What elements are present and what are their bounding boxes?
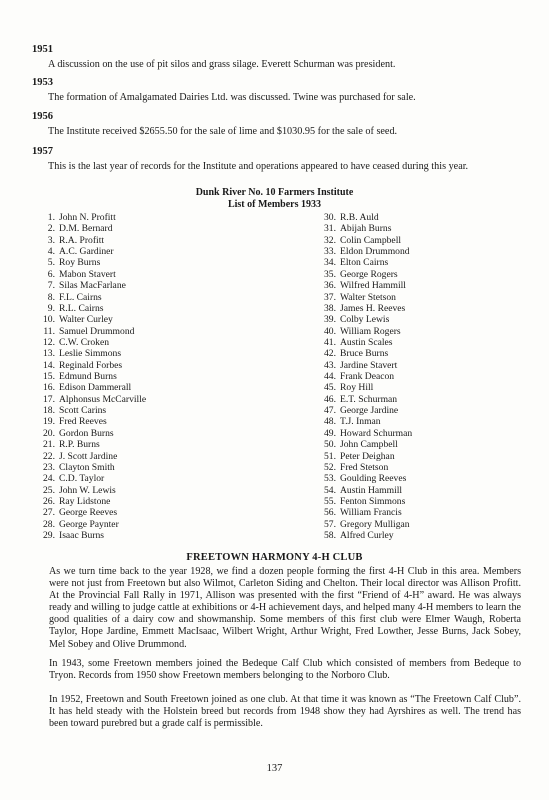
member-name: William Francis (340, 507, 402, 519)
member-number: 25. (43, 484, 55, 496)
member-list-item (37, 280, 146, 291)
member-name: Jardine Stavert (340, 359, 398, 371)
member-name: Scott Carins (59, 405, 107, 417)
member-name: Fred Reeves (59, 416, 107, 428)
member-name: Abijah Burns (340, 223, 392, 235)
member-name: John Campbell (340, 439, 398, 451)
member-list-item (318, 462, 412, 473)
member-number: 47. (324, 405, 336, 417)
member-list-item (318, 360, 412, 371)
club-paragraph-text: As we turn time back to the year 1928, we find a dozen people forming the first 4-H Club in this area. Members were not just from Freetown but also Wilmot, Carleton Siding and Chelton. Their local director was Allison Profitt. At the Provincial Fall Rally in 1971, Allison was presented with the first “Friend of 4-H” award. He was always ready and willing to judge cattle at exhibitions or 4-H achievement days, and helped many 4-H members to learn the good qualities of a dairy cow and showmanship. Some members of this first club were Elmer Waugh, Roberta Taylor, Hope Jardine, Emmett MacIsaac, Wilbert Wright, Arthur Wright, Fred Lowther, Jesse Burns, Jack Sobey, Mel Sobey and Olive Drummond. (49, 566, 521, 650)
member-list-item (37, 257, 146, 268)
member-name: R.B. Auld (340, 212, 379, 223)
club-section-title: FREETOWN HARMONY 4-H CLUB (186, 552, 363, 563)
member-number: 4. (47, 246, 55, 258)
member-list-item (37, 405, 146, 416)
member-list-item (37, 223, 146, 234)
member-number: 55. (324, 495, 336, 507)
member-list-item (318, 223, 412, 234)
member-name: R.A. Profitt (59, 234, 105, 246)
member-number: 15. (43, 371, 55, 383)
member-name: Bruce Burns (340, 348, 389, 360)
member-list-item (318, 235, 412, 246)
member-list-title (0, 187, 549, 211)
member-list-item (37, 314, 146, 325)
member-number: 44. (324, 371, 336, 383)
member-list-item (318, 314, 412, 325)
member-list-item (37, 235, 146, 246)
member-name: Ray Lidstone (59, 495, 111, 507)
member-list-item (318, 337, 412, 348)
member-list-item (318, 485, 412, 496)
member-name: J. Scott Jardine (59, 450, 118, 462)
member-number: 45. (324, 382, 336, 394)
member-name: Edmund Burns (59, 371, 117, 383)
member-name: Howard Schurman (340, 427, 413, 439)
year-entry-1957 (32, 146, 527, 173)
member-list-right-column (318, 212, 412, 541)
member-list-item (318, 507, 412, 518)
member-name: A.C. Gardiner (59, 246, 114, 258)
member-number: 18. (43, 405, 55, 417)
member-name: C.W. Croken (59, 336, 110, 348)
member-number: 21. (43, 439, 55, 451)
member-number: 56. (324, 507, 336, 519)
member-list-item (37, 394, 146, 405)
year-heading: 1957 (32, 146, 53, 157)
member-name: Eldon Drummond (340, 246, 410, 258)
member-list-item (318, 496, 412, 507)
member-list-title-line1: Dunk River No. 10 Farmers Institute (195, 187, 354, 198)
year-heading: 1956 (32, 111, 53, 122)
member-list-item (37, 519, 146, 530)
member-number: 30. (324, 212, 336, 223)
member-number: 58. (324, 530, 336, 542)
member-number: 41. (324, 336, 336, 348)
member-name: George Jardine (340, 405, 399, 417)
member-name: Mabon Stavert (59, 268, 116, 280)
member-name: Frank Deacon (340, 371, 395, 383)
member-number: 28. (43, 518, 55, 530)
year-entry-1951 (32, 44, 527, 71)
member-name: Reginald Forbes (59, 359, 123, 371)
member-name: Walter Stetson (340, 291, 396, 303)
member-list-item (318, 405, 412, 416)
member-number: 14. (43, 359, 55, 371)
club-paragraph-3 (31, 694, 521, 730)
member-name: F.L. Cairns (59, 291, 102, 303)
year-entry-text: The formation of Amalgamated Dairies Ltd. was discussed. Twine was purchased for sale. (48, 92, 416, 103)
club-paragraph-2 (31, 658, 521, 682)
member-list-item (318, 451, 412, 462)
member-name: Austin Scales (340, 336, 393, 348)
member-number: 6. (47, 268, 55, 280)
member-number: 13. (43, 348, 55, 360)
member-number: 31. (324, 223, 336, 235)
member-number: 10. (43, 314, 55, 326)
member-number: 11. (43, 325, 55, 337)
member-number: 5. (47, 257, 55, 269)
member-list-item (318, 257, 412, 268)
member-list-item (318, 280, 412, 291)
member-list-item (318, 473, 412, 484)
member-name: George Reeves (59, 507, 118, 519)
member-number: 46. (324, 393, 336, 405)
member-name: Colby Lewis (340, 314, 390, 326)
member-name: Roy Burns (59, 257, 101, 269)
member-list-item (37, 451, 146, 462)
member-list-item (318, 530, 412, 541)
member-list-item (37, 360, 146, 371)
member-name: Leslie Simmons (59, 348, 122, 360)
member-list-item (318, 371, 412, 382)
member-name: R.L. Cairns (59, 302, 104, 314)
page-number: 137 (266, 763, 283, 774)
member-list-item (37, 439, 146, 450)
member-list-item (37, 246, 146, 257)
member-list-item (318, 246, 412, 257)
member-name: Elton Cairns (340, 257, 389, 269)
member-number: 53. (324, 473, 336, 485)
member-number: 43. (324, 359, 336, 371)
member-number: 36. (324, 280, 336, 292)
year-entry-text: A discussion on the use of pit silos and grass silage. Everett Schurman was president. (48, 59, 396, 70)
member-number: 52. (324, 461, 336, 473)
member-name: Isaac Burns (59, 530, 105, 542)
year-entry-1956 (32, 111, 527, 138)
member-name: D.M. Bernard (59, 223, 113, 235)
member-list-item (37, 473, 146, 484)
member-number: 42. (324, 348, 336, 360)
member-number: 12. (43, 336, 55, 348)
member-number: 8. (47, 291, 55, 303)
member-name: John N. Profitt (59, 212, 116, 223)
member-name: Fenton Simmons (340, 495, 406, 507)
member-number: 40. (324, 325, 336, 337)
member-name: Wilfred Hammill (340, 280, 406, 292)
member-list-item (37, 428, 146, 439)
year-entry-text: The Institute received $2655.50 for the sale of lime and $1030.95 for the sale of seed. (48, 126, 398, 137)
member-number: 35. (324, 268, 336, 280)
member-list-item (37, 269, 146, 280)
member-name: Colin Campbell (340, 234, 402, 246)
member-name: R.P. Burns (59, 439, 100, 451)
member-name: George Rogers (340, 268, 398, 280)
member-name: E.T. Schurman (340, 393, 398, 405)
member-number: 7. (47, 280, 55, 292)
member-name: James H. Reeves (340, 302, 406, 314)
member-number: 19. (43, 416, 55, 428)
member-number: 38. (324, 302, 336, 314)
member-list-item (318, 416, 412, 427)
member-name: Goulding Reeves (340, 473, 407, 485)
member-list-item (37, 382, 146, 393)
member-name: George Paynter (59, 518, 119, 530)
member-name: Silas MacFarlane (59, 280, 126, 292)
member-list-item (318, 439, 412, 450)
member-name: Alfred Curley (340, 530, 394, 542)
year-heading: 1951 (32, 44, 53, 55)
member-number: 33. (324, 246, 336, 258)
member-list-item (37, 496, 146, 507)
member-name: T.J. Inman (340, 416, 381, 428)
member-list-item (318, 303, 412, 314)
member-number: 20. (43, 427, 55, 439)
member-number: 23. (43, 461, 55, 473)
member-list-left-column (37, 212, 146, 541)
member-list-item (37, 337, 146, 348)
member-number: 2. (47, 223, 55, 235)
member-number: 29. (43, 530, 55, 542)
member-list-item (318, 326, 412, 337)
member-name: Gordon Burns (59, 427, 114, 439)
member-list-item (318, 394, 412, 405)
member-list-item (37, 507, 146, 518)
member-number: 48. (324, 416, 336, 428)
member-list-item (318, 382, 412, 393)
member-name: Gregory Mulligan (340, 518, 410, 530)
member-number: 16. (43, 382, 55, 394)
club-paragraph-text: In 1952, Freetown and South Freetown joined as one club. At that time it was known as “The Freetown Calf Club”. It has held steady with the Holstein breed but records from 1948 show they had Ayrshires as well. The trend has been toward purebred but a grade calf is permissible. (49, 694, 521, 730)
member-list-item (37, 462, 146, 473)
member-list-item (37, 348, 146, 359)
member-name: William Rogers (340, 325, 401, 337)
member-number: 9. (47, 302, 55, 314)
member-number: 57. (324, 518, 336, 530)
member-list-item (37, 485, 146, 496)
member-list-item (318, 519, 412, 530)
member-list-item (318, 348, 412, 359)
member-number: 54. (324, 484, 336, 496)
member-list-item (318, 292, 412, 303)
member-list-item (37, 303, 146, 314)
member-name: Walter Curley (59, 314, 113, 326)
member-list-item (37, 371, 146, 382)
member-list-item (318, 428, 412, 439)
member-number: 32. (324, 234, 336, 246)
member-list-item (318, 269, 412, 280)
member-number: 39. (324, 314, 336, 326)
member-list-item (37, 212, 146, 223)
member-list-item (37, 326, 146, 337)
member-number: 34. (324, 257, 336, 269)
member-number: 51. (324, 450, 336, 462)
member-name: John W. Lewis (59, 484, 116, 496)
member-name: C.D. Taylor (59, 473, 105, 485)
member-name: Roy Hill (340, 382, 374, 394)
year-heading: 1953 (32, 77, 53, 88)
member-name: Peter Deighan (340, 450, 395, 462)
member-name: Fred Stetson (340, 461, 389, 473)
member-number: 3. (47, 234, 55, 246)
member-number: 37. (324, 291, 336, 303)
member-number: 17. (43, 393, 55, 405)
member-list-title-line2: List of Members 1933 (227, 199, 322, 210)
member-name: Clayton Smith (59, 461, 115, 473)
member-name: Alphonsus McCarville (59, 393, 147, 405)
club-paragraph-text: In 1943, some Freetown members joined the Bedeque Calf Club which consisted of members from Bedeque to Tryon. Records from 1950 show Freetown members belonging to the Norboro Club. (49, 658, 521, 682)
member-list-item (318, 212, 412, 223)
member-number: 50. (324, 439, 336, 451)
member-number: 1. (47, 212, 55, 223)
member-name: Samuel Drummond (59, 325, 135, 337)
club-paragraph-1 (31, 566, 521, 651)
member-name: Austin Hammill (340, 484, 403, 496)
year-entry-1953 (32, 77, 527, 104)
year-entry-text: This is the last year of records for the Institute and operations appeared to have ceased during this year. (48, 161, 469, 172)
member-number: 27. (43, 507, 55, 519)
member-number: 49. (324, 427, 336, 439)
member-list-item (37, 292, 146, 303)
member-name: Edison Dammerall (59, 382, 132, 394)
member-number: 26. (43, 495, 55, 507)
member-number: 22. (43, 450, 55, 462)
member-list-item (37, 416, 146, 427)
member-number: 24. (43, 473, 55, 485)
member-list-item (37, 530, 146, 541)
